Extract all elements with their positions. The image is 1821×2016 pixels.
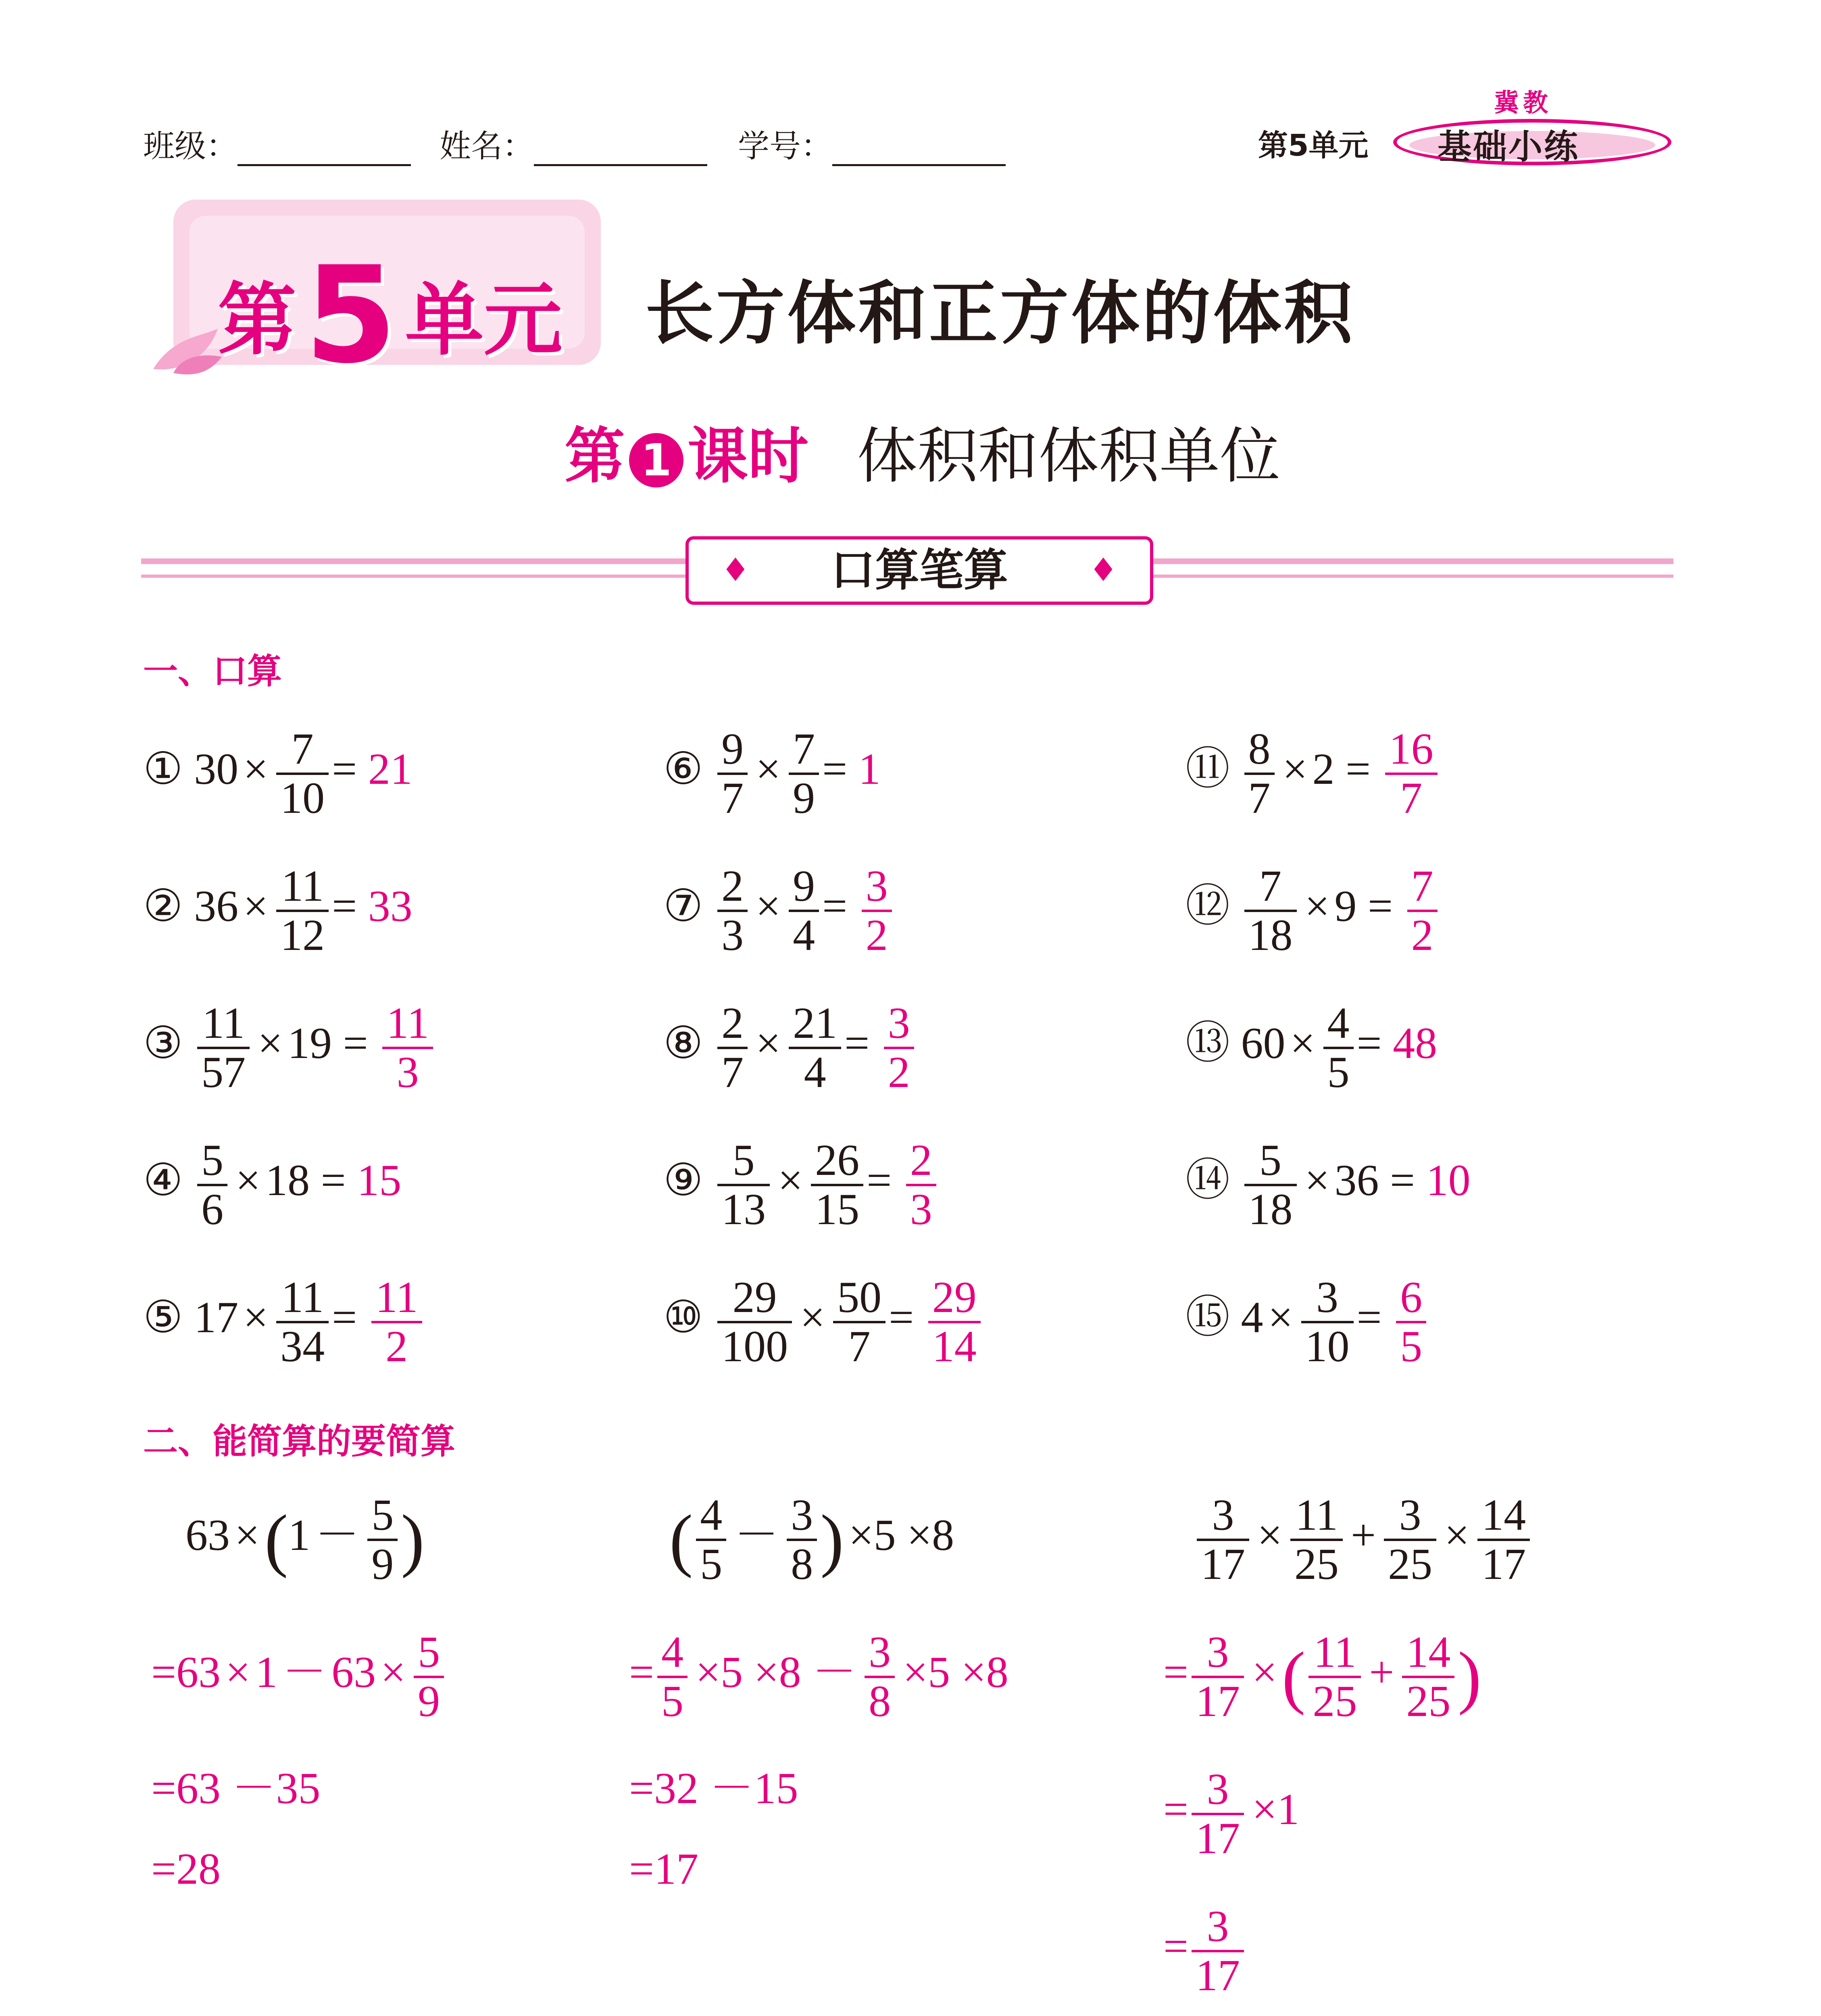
answer: 48 xyxy=(1393,1018,1438,1068)
numerator: 29 xyxy=(717,1274,792,1323)
fraction xyxy=(789,863,819,958)
denominator: 7 xyxy=(1248,773,1271,823)
item-no: ⑦ xyxy=(663,881,703,931)
operand: 4 xyxy=(1241,1292,1263,1342)
fraction xyxy=(1477,1492,1530,1587)
denominator: 25 xyxy=(1294,1539,1339,1589)
denominator: 34 xyxy=(280,1321,325,1371)
id-blank[interactable] xyxy=(832,136,1006,166)
fraction xyxy=(1192,1903,1244,1999)
lesson-number: 1 xyxy=(629,433,683,487)
fraction xyxy=(1384,1492,1436,1587)
operand: 2 xyxy=(1312,744,1335,793)
fraction xyxy=(657,1629,688,1724)
unit-banner xyxy=(173,200,601,393)
brand-main-text: 基础小练 xyxy=(1438,127,1580,167)
denominator: 3 xyxy=(721,910,744,960)
leaf-icon xyxy=(149,321,230,381)
denominator: 5 xyxy=(1327,1047,1350,1097)
fraction xyxy=(276,726,329,821)
answer-fraction xyxy=(862,863,892,958)
diamond-icon: ♦ xyxy=(1089,551,1118,589)
calc-item-7: ⑦ $\frac{2}{3}$ × $\frac{9}{4}$ = $\frac{3}{2}$ xyxy=(663,863,895,958)
calc-item-9: ⑨ $\frac{5}{13}$ × $\frac{26}{15}$ = $\frac{2}{3}$ xyxy=(663,1137,940,1233)
simplify-step-1-1: =63 × 1 － 63 × $\frac{5}{9}$ xyxy=(151,1629,447,1724)
banner-suffix: 单元 xyxy=(405,274,563,366)
fraction xyxy=(833,1274,885,1370)
denominator: 25 xyxy=(1388,1539,1433,1589)
calc-item-11: ⑪ $\frac{8}{7}$ × 2 = $\frac{16}{7}$ xyxy=(1186,726,1441,821)
denominator: 8 xyxy=(791,1539,813,1589)
numerator: 3 xyxy=(1301,1274,1354,1323)
simplify-question-2: ( $\frac{4}{5}$ － $\frac{3}{8}$ ) ×5 ×8 xyxy=(669,1490,954,1589)
numerator: 3 xyxy=(1384,1492,1436,1541)
calc-item-13: ⑬ 60 × $\frac{4}{5}$ = 48 xyxy=(1186,998,1438,1097)
calc-item-5: ⑤ 17 × $\frac{11}{34}$ = $\frac{11}{2}$ xyxy=(143,1274,425,1370)
item-no: ⑤ xyxy=(143,1292,183,1342)
fraction xyxy=(197,1137,227,1233)
step-text: ×5 ×8 xyxy=(903,1647,1008,1697)
operand: 36 xyxy=(1334,1155,1379,1205)
calc-item-12: ⑫ $\frac{7}{18}$ × 9 = $\frac{7}{2}$ xyxy=(1186,863,1441,958)
answer: 21 xyxy=(368,744,413,793)
numerator: 5 xyxy=(414,1629,444,1678)
fraction xyxy=(717,863,748,958)
denominator: 17 xyxy=(1196,1813,1240,1863)
id-label: 学号： xyxy=(738,128,833,165)
operand: ×5 ×8 xyxy=(848,1510,954,1560)
numerator: 11 xyxy=(197,1000,250,1049)
header-unit-label: 第5单元 xyxy=(1258,128,1369,163)
operand: 30 xyxy=(194,744,239,793)
calc-item-6: ⑥ $\frac{9}{7}$ × $\frac{7}{9}$ = 1 xyxy=(663,724,881,823)
lesson-suffix: 课时 xyxy=(688,421,809,492)
fraction xyxy=(276,1274,329,1370)
calc-item-14: ⑭ $\frac{5}{18}$ × 36 = 10 xyxy=(1186,1135,1471,1234)
numerator: 2 xyxy=(717,863,748,912)
fraction xyxy=(789,726,819,821)
numerator: 14 xyxy=(1402,1629,1454,1678)
answer-fraction xyxy=(906,1137,936,1233)
item-no: ⑮ xyxy=(1186,1292,1230,1342)
denominator: 7 xyxy=(721,1047,744,1097)
denominator: 4 xyxy=(804,1047,826,1097)
numerator: 6 xyxy=(1396,1274,1426,1323)
id-field xyxy=(738,121,1006,166)
fraction xyxy=(717,726,748,821)
denominator: 2 xyxy=(865,910,888,960)
numerator: 5 xyxy=(1244,1137,1297,1186)
operand: 63 xyxy=(185,1510,230,1560)
answer: 15 xyxy=(357,1155,402,1205)
calc-item-3: ③ $\frac{11}{57}$ × 19 = $\frac{11}{3}$ xyxy=(143,1000,436,1095)
simplify-step-1-2: =63 －35 xyxy=(151,1764,321,1813)
simplify-question-3: $\frac{3}{17}$ × $\frac{11}{25}$ + $\frac{3}{25}$ × $\frac{14}{17}$ xyxy=(1194,1492,1533,1587)
numerator: 11 xyxy=(276,1274,329,1323)
denominator: 2 xyxy=(385,1321,408,1371)
fraction xyxy=(276,863,329,958)
numerator: 3 xyxy=(787,1492,817,1541)
fraction xyxy=(1308,1629,1361,1724)
operand: 18 xyxy=(265,1155,310,1205)
name-blank[interactable] xyxy=(534,136,707,166)
denominator: 100 xyxy=(721,1321,788,1371)
brand-logo xyxy=(1393,83,1671,175)
banner-prefix: 第 xyxy=(218,274,296,366)
name-field xyxy=(440,121,707,166)
answer-fraction xyxy=(1396,1274,1426,1370)
fraction xyxy=(696,1492,726,1587)
answer-fraction xyxy=(371,1274,422,1370)
operand: 19 xyxy=(288,1018,332,1068)
item-no: ⑪ xyxy=(1186,744,1230,793)
lesson-name: 体积和体积单位 xyxy=(857,421,1281,492)
simplify-step-2-2: =32 －15 xyxy=(629,1764,798,1813)
fraction xyxy=(865,1629,895,1724)
numerator: 7 xyxy=(1244,863,1297,912)
fraction xyxy=(1192,1766,1244,1862)
numerator: 3 xyxy=(1192,1903,1244,1952)
section1-box xyxy=(685,536,1153,605)
denominator: 5 xyxy=(1400,1321,1423,1371)
unit-title: 长方体和正方体的体积 xyxy=(645,274,1355,354)
fraction xyxy=(1197,1492,1249,1587)
denominator: 25 xyxy=(1406,1676,1451,1726)
operand: 60 xyxy=(1241,1018,1286,1068)
fraction xyxy=(787,1492,817,1587)
fraction xyxy=(367,1492,398,1587)
numerator: 16 xyxy=(1385,726,1438,775)
numerator: 3 xyxy=(1197,1492,1249,1541)
fraction xyxy=(1192,1629,1244,1724)
denominator: 14 xyxy=(932,1321,977,1371)
numerator: 2 xyxy=(906,1137,936,1186)
fraction xyxy=(717,1000,748,1095)
numerator: 11 xyxy=(382,1000,433,1049)
operand: 9 xyxy=(1334,881,1357,931)
simplify-step-1-3: =28 xyxy=(151,1844,221,1893)
denominator: 17 xyxy=(1481,1539,1526,1589)
simplify-step-3-2: = $\frac{3}{17}$ ×1 xyxy=(1163,1764,1300,1863)
calc-item-4: ④ $\frac{5}{6}$ × 18 = 15 xyxy=(143,1135,402,1234)
step-text: ×5 ×8 － xyxy=(696,1647,857,1697)
denominator: 3 xyxy=(910,1184,932,1234)
step-text: =63 xyxy=(151,1647,221,1697)
simplify-step-3-3: = $\frac{3}{17}$ xyxy=(1163,1903,1247,1999)
denominator: 13 xyxy=(721,1184,766,1234)
numerator: 29 xyxy=(928,1274,981,1323)
item-no: ⑫ xyxy=(1186,881,1230,931)
fraction xyxy=(1244,1137,1297,1233)
denominator: 18 xyxy=(1248,1184,1293,1234)
fraction xyxy=(1290,1492,1343,1587)
numerator: 9 xyxy=(717,726,748,775)
simplify-step-2-3: =17 xyxy=(629,1844,699,1893)
fraction xyxy=(717,1274,792,1370)
denominator: 2 xyxy=(888,1047,910,1097)
item-no: ⑧ xyxy=(663,1018,703,1068)
step-text: ×1 xyxy=(1252,1784,1300,1834)
operand: 36 xyxy=(194,881,239,931)
item-no: ② xyxy=(143,881,183,931)
fraction xyxy=(1244,726,1275,821)
name-label: 姓名： xyxy=(440,128,534,165)
numerator: 5 xyxy=(717,1137,770,1186)
denominator: 6 xyxy=(201,1184,224,1234)
calc-item-8: ⑧ $\frac{2}{7}$ × $\frac{21}{4}$ = $\frac{3}{2}$ xyxy=(663,1000,917,1095)
fraction xyxy=(414,1629,444,1724)
numerator: 3 xyxy=(884,1000,914,1049)
class-label: 班级： xyxy=(143,128,238,165)
numerator: 5 xyxy=(367,1492,398,1541)
simplify-question-1: 63 ×(1 － $\frac{5}{9}$ ) xyxy=(185,1490,425,1589)
part2-title: 二、能简算的要简算 xyxy=(143,1421,455,1462)
item-no: ① xyxy=(143,744,183,793)
lesson-title xyxy=(565,407,1280,494)
numerator: 4 xyxy=(1323,1000,1354,1049)
item-no: ⑥ xyxy=(663,744,703,793)
denominator: 10 xyxy=(1305,1321,1350,1371)
numerator: 4 xyxy=(696,1492,726,1541)
answer-fraction xyxy=(884,1000,914,1095)
fraction xyxy=(197,1000,250,1095)
numerator: 26 xyxy=(811,1137,863,1186)
denominator: 3 xyxy=(396,1047,419,1097)
denominator: 9 xyxy=(371,1539,394,1589)
denominator: 25 xyxy=(1313,1676,1357,1726)
numerator: 11 xyxy=(276,863,329,912)
denominator: 7 xyxy=(1400,773,1423,823)
calc-item-1: ① 30 × $\frac{7}{10}$ = 21 xyxy=(143,724,413,823)
fraction xyxy=(717,1137,770,1233)
numerator: 7 xyxy=(276,726,329,775)
class-blank[interactable] xyxy=(238,136,411,166)
class-field xyxy=(143,121,411,166)
numerator: 3 xyxy=(1192,1629,1244,1678)
denominator: 5 xyxy=(700,1539,723,1589)
fraction xyxy=(1402,1629,1454,1724)
denominator: 17 xyxy=(1196,1950,1240,2000)
answer: 33 xyxy=(368,881,413,931)
section1-title: 口算笔算 xyxy=(831,544,1008,596)
numerator: 3 xyxy=(865,1629,895,1678)
numerator: 7 xyxy=(1407,863,1438,912)
lesson-prefix: 第 xyxy=(565,421,625,492)
banner-number: 5 xyxy=(304,238,397,393)
calc-item-10: ⑩ $\frac{29}{100}$ × $\frac{50}{7}$ = $\frac{29}{14}$ xyxy=(663,1274,984,1370)
answer-fraction xyxy=(928,1274,981,1370)
brand-top-text: 冀教 xyxy=(1494,88,1552,117)
calc-item-15: ⑮ 4 × $\frac{3}{10}$ = $\frac{6}{5}$ xyxy=(1186,1274,1429,1370)
item-no: ④ xyxy=(143,1155,183,1205)
denominator: 7 xyxy=(848,1321,871,1371)
fraction xyxy=(789,1000,841,1095)
numerator: 11 xyxy=(1290,1492,1343,1541)
denominator: 8 xyxy=(869,1676,891,1726)
operand: 1 xyxy=(288,1510,310,1560)
numerator: 11 xyxy=(1308,1629,1361,1678)
operand: 63 xyxy=(331,1647,376,1697)
item-no: ⑨ xyxy=(663,1155,703,1205)
answer-fraction xyxy=(1385,726,1438,821)
denominator: 9 xyxy=(793,773,815,823)
numerator: 21 xyxy=(789,1000,841,1049)
numerator: 7 xyxy=(789,726,819,775)
denominator: 7 xyxy=(721,773,744,823)
fraction xyxy=(1244,863,1297,958)
fraction xyxy=(811,1137,863,1233)
diamond-icon: ♦ xyxy=(721,551,750,589)
simplify-step-3-1: = $\frac{3}{17}$ ×( $\frac{11}{25}$ + $\frac{14}{25}$ ) xyxy=(1163,1627,1481,1726)
numerator: 3 xyxy=(862,863,892,912)
answer: 10 xyxy=(1426,1155,1471,1205)
item-no: ③ xyxy=(143,1018,183,1068)
numerator: 3 xyxy=(1192,1766,1244,1815)
numerator: 50 xyxy=(833,1274,885,1323)
answer-fraction xyxy=(1407,863,1438,958)
calc-item-2: ② 36 × $\frac{11}{12}$ = 33 xyxy=(143,861,413,960)
denominator: 57 xyxy=(201,1047,246,1097)
numerator: 4 xyxy=(657,1629,688,1678)
denominator: 15 xyxy=(815,1184,860,1234)
numerator: 14 xyxy=(1477,1492,1530,1541)
simplify-step-2-1: = $\frac{4}{5}$ ×5 ×8 － $\frac{3}{8}$ ×5 ×8 xyxy=(629,1627,1008,1726)
fraction xyxy=(1301,1274,1354,1370)
item-no: ⑩ xyxy=(663,1292,703,1342)
denominator: 2 xyxy=(1411,910,1433,960)
part1-title: 一、口算 xyxy=(143,651,282,691)
item-no: ⑬ xyxy=(1186,1018,1230,1068)
numerator: 2 xyxy=(717,1000,748,1049)
numerator: 8 xyxy=(1244,726,1275,775)
banner-text xyxy=(218,224,563,393)
numerator: 5 xyxy=(197,1137,227,1186)
fraction xyxy=(1323,1000,1354,1095)
denominator: 17 xyxy=(1196,1676,1240,1726)
answer: 1 xyxy=(858,744,881,793)
denominator: 5 xyxy=(661,1676,684,1726)
operand: 1 xyxy=(255,1647,278,1697)
denominator: 10 xyxy=(280,773,325,823)
numerator: 9 xyxy=(789,863,819,912)
answer-fraction xyxy=(382,1000,433,1095)
item-no: ⑭ xyxy=(1186,1155,1230,1205)
denominator: 12 xyxy=(280,910,325,960)
denominator: 9 xyxy=(418,1676,440,1726)
operand: 17 xyxy=(194,1292,239,1342)
numerator: 11 xyxy=(371,1274,422,1323)
denominator: 18 xyxy=(1248,910,1293,960)
denominator: 4 xyxy=(793,910,815,960)
denominator: 17 xyxy=(1201,1539,1245,1589)
